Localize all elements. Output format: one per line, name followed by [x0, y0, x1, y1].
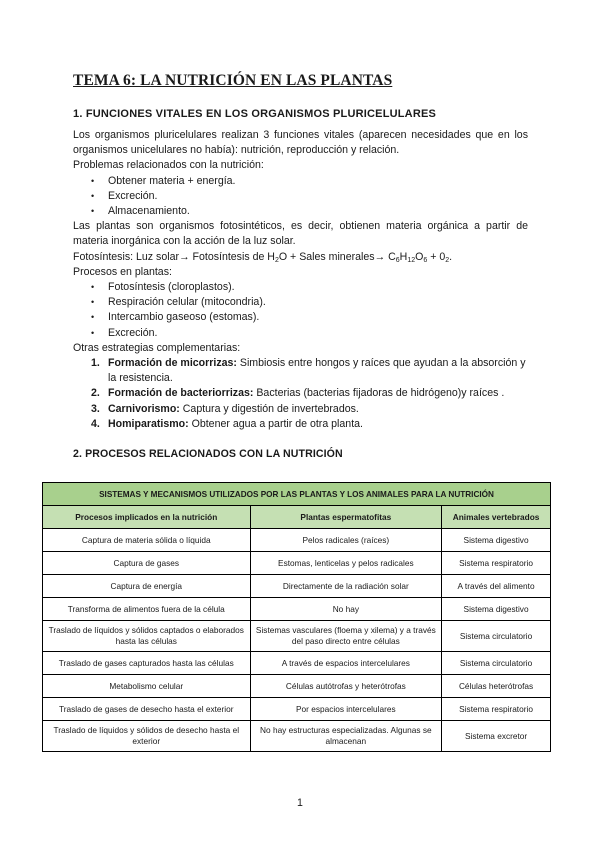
table-cell: Sistema respiratorio [442, 552, 551, 575]
table-header: Plantas espermatofitas [250, 506, 442, 529]
equation-text: O [415, 250, 424, 263]
table-cell: Transforma de alimentos fuera de la célula [43, 598, 251, 621]
photosynthesis-equation [73, 250, 528, 265]
intro-paragraph: Los organismos pluricelulares realizan 3 funciones vitales (aparecen necesidades que en los organismos unicelulares no había): nutrición, reproducción y relación. [73, 129, 528, 157]
list-item [91, 356, 528, 386]
processes-list [73, 280, 528, 341]
table-row [43, 552, 551, 575]
table-cell: Traslado de líquidos y sólidos de desecho hasta el exterior [43, 721, 251, 752]
table-cell: Directamente de la radiación solar [250, 575, 442, 598]
table-cell: Traslado de líquidos y sólidos captados o elaborados hasta las células [43, 621, 251, 652]
list-item: • Respiración celular (mitocondria). [108, 295, 528, 310]
subscript: 6 [395, 256, 400, 264]
list-item: • Intercambio gaseoso (estomas). [108, 310, 528, 325]
subscript: 2 [274, 256, 279, 264]
equation-text: . [449, 250, 453, 263]
table-cell: Captura de materia sólida o líquida [43, 529, 251, 552]
table-cell: Células autótrofas y heterótrofas [250, 675, 442, 698]
table-cell: Traslado de gases capturados hasta las células [43, 652, 251, 675]
table-cell: A través de espacios intercelulares [250, 652, 442, 675]
table-cell: Sistemas vasculares (floema y xilema) y a través del paso directo entre células [250, 621, 442, 652]
list-item: • Excreción. [108, 326, 528, 341]
table-cell: Captura de energía [43, 575, 251, 598]
item-term: Carnivorismo: [108, 402, 180, 415]
item-number: 1. [91, 357, 100, 370]
table-cell: Por espacios intercelulares [250, 698, 442, 721]
section-1-heading: 1. FUNCIONES VITALES EN LOS ORGANISMOS PLURICELULARES [73, 108, 437, 120]
table-cell: Metabolismo celular [43, 675, 251, 698]
table-cell: No hay [250, 598, 442, 621]
problems-list [73, 174, 528, 220]
equation-text: + 0 [427, 250, 446, 263]
subscript: 2 [445, 256, 450, 264]
item-text: Bacterias (bacterias fijadoras de hidrógeno)y raíces . [253, 387, 505, 400]
table-row [43, 598, 551, 621]
list-item [91, 417, 528, 432]
page-title: TEMA 6: LA NUTRICIÓN EN LAS PLANTAS [73, 72, 393, 89]
table-cell: Sistema excretor [442, 721, 551, 752]
item-number: 2. [91, 387, 100, 400]
subscript: 6 [423, 256, 428, 264]
table-cell: Traslado de gases de desecho hasta el exterior [43, 698, 251, 721]
table-cell: Células heterótrofas [442, 675, 551, 698]
item-term: Formación de bacteriorrizas: [108, 387, 254, 400]
table-row [43, 652, 551, 675]
document-page [73, 72, 528, 477]
strategies-label: Otras estrategias complementarias: [73, 341, 241, 354]
list-item: • Fotosíntesis (cloroplastos). [108, 280, 528, 295]
table-header: Procesos implicados en la nutrición [43, 506, 251, 529]
table-cell: A través del alimento [442, 575, 551, 598]
table-cell: Sistema circulatorio [442, 652, 551, 675]
table-cell: Pelos radicales (raíces) [250, 529, 442, 552]
table-cell: Sistema digestivo [442, 598, 551, 621]
nutrition-table [42, 482, 551, 752]
equation-text: O + Sales minerales→ C [278, 250, 396, 263]
table-cell: No hay estructuras especializadas. Algunas se almacenan [250, 721, 442, 752]
table-header: Animales vertebrados [442, 506, 551, 529]
item-term: Homiparatismo: [108, 417, 189, 430]
table-row [43, 575, 551, 598]
list-item: • Obtener materia + energía. [108, 174, 528, 189]
list-item [91, 386, 528, 401]
section-2-heading: 2. PROCESOS RELACIONADOS CON LA NUTRICIÓN [73, 448, 343, 461]
list-item [91, 402, 528, 417]
item-text: Captura y digestión de invertebrados. [179, 402, 359, 415]
strategies-list [73, 356, 528, 432]
processes-label: Procesos en plantas: [73, 265, 172, 278]
table-cell: Sistema circulatorio [442, 621, 551, 652]
table-cell: Estomas, lenticelas y pelos radicales [250, 552, 442, 575]
problems-label: Problemas relacionados con la nutrición: [73, 159, 264, 172]
table-cell: Sistema digestivo [442, 529, 551, 552]
item-text: Simbiosis entre hongos y raíces que ayudan a la absorción y la resistencia. [108, 357, 526, 385]
table-cell: Captura de gases [43, 552, 251, 575]
item-number: 4. [91, 417, 100, 430]
table-row [43, 721, 551, 752]
equation-text: H [399, 250, 408, 263]
item-number: 3. [91, 402, 100, 415]
table-row [43, 675, 551, 698]
item-term: Formación de micorrizas: [108, 357, 237, 370]
plants-paragraph: Las plantas son organismos fotosintéticos, es decir, obtienen materia orgánica a partir de materia inorgánica con la acción de la luz solar. [73, 220, 528, 248]
subscript: 12 [407, 256, 416, 264]
equation-text: Fotosíntesis: Luz solar→ Fotosíntesis de H [73, 250, 275, 263]
page-number: 1 [297, 797, 303, 809]
item-text: Obtener agua a partir de otra planta. [188, 417, 363, 430]
table-row [43, 698, 551, 721]
table-caption: SISTEMAS Y MECANISMOS UTILIZADOS POR LAS PLANTAS Y LOS ANIMALES PARA LA NUTRICIÓN [43, 483, 551, 506]
table-row [43, 529, 551, 552]
list-item: • Almacenamiento. [108, 204, 528, 219]
table-cell: Sistema respiratorio [442, 698, 551, 721]
list-item: • Excreción. [108, 189, 528, 204]
table-row [43, 621, 551, 652]
